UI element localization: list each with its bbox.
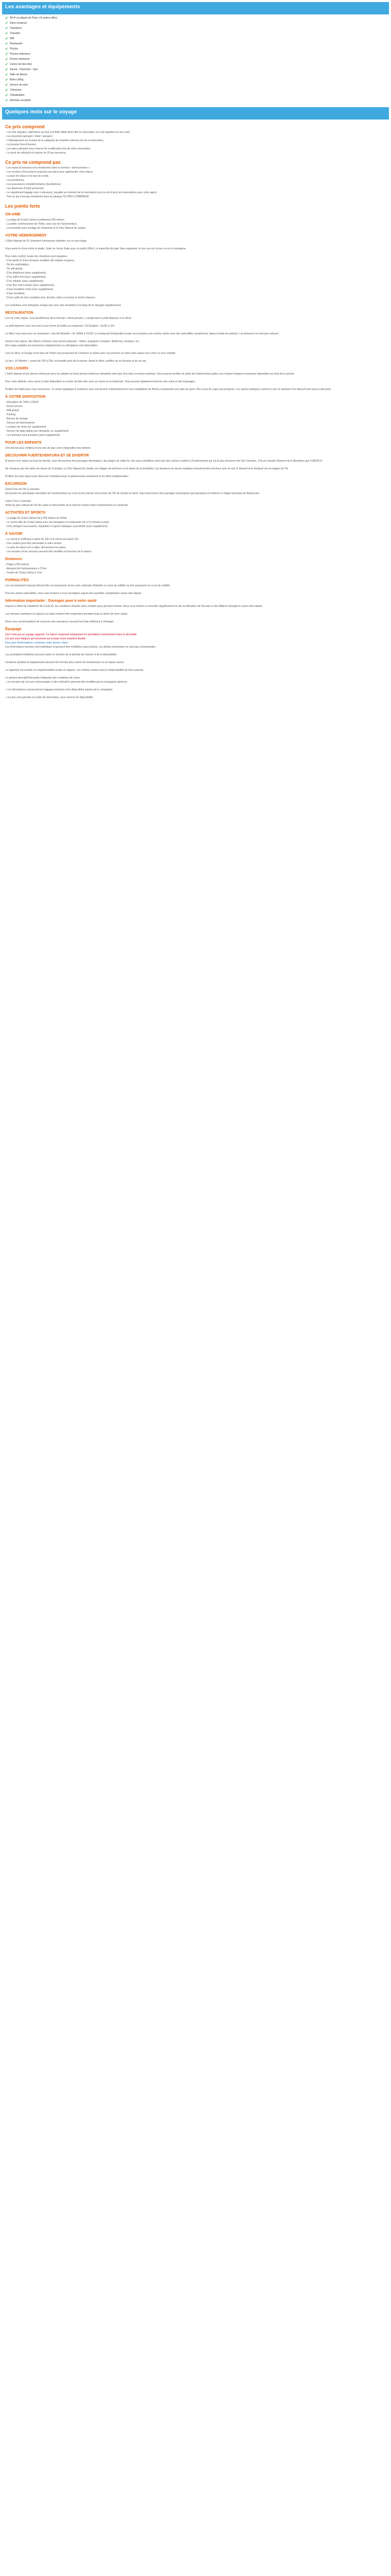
paragraph: - Les assurances complémentaires (facultatives), [5, 183, 61, 186]
activites-title: ACTIVITÉS ET SPORTS [5, 511, 46, 515]
paragraph: - D'un téléphone (avec supplément), [5, 272, 47, 275]
decouvrir-text [2, 460, 389, 479]
advantages-header: Les avantages et équipements [2, 2, 389, 14]
paragraph: Des repas adaptés aux personnes végétariennes ou allergiques sont disponibles. [5, 344, 99, 347]
advantage-item [5, 21, 386, 26]
spacer [2, 321, 389, 324]
paragraph: À travers d'un séjour au bout du monde, vous découvrirez des paysages désertiques, des plages de sable fin, des eaux cristallines ainsi que des cultures variées à Fuerteventura qui est la plus ancienne des îles Canaries. L'île est classée Réserve de la Biosphère par l'UNESCO. [5, 460, 323, 463]
final-text [2, 681, 389, 700]
paragraph: - Service de baby-sitting (sur demande, en supplément) [5, 430, 69, 433]
paragraph: - Les prix sont garantis à la date de réservation, sous réserve de disponibilité. [5, 696, 94, 699]
check-icon: ✔ [5, 78, 8, 82]
advantage-label: Transfert [10, 31, 20, 35]
paragraph: Pour votre confort, toutes les chambres sont équipées : [5, 255, 69, 258]
paragraph: - De lits confortables, [5, 263, 29, 266]
spacer [2, 617, 389, 620]
check-icon: ✔ [5, 93, 8, 97]
paragraph: - Parking [5, 413, 16, 416]
check-icon: ✔ [5, 67, 8, 72]
paragraph: Les prix sont indiqués par personne sur la base d'une chambre double. [5, 637, 87, 640]
paragraph: - La plage de Costa Calma à seulement 200 mètres. [5, 218, 65, 222]
advantage-item [5, 72, 386, 77]
paragraph: Profitez de l'hôtel pour vous ressourcer : le centre aquatique à l'extérieur avec une piscine à débordement et ses installations de fitness comprenant une salle de sport. Des cours de yoga sont proposés. Les sports nautiques comme le surf, le windsurf et le kitesurf sont aussi à découvrir. [5, 388, 332, 391]
paragraph: - Les dépenses d'ordre personnel, [5, 187, 44, 190]
points-forts-title: Les points forts [5, 204, 40, 209]
equipage-blue-text [2, 641, 389, 645]
advantage-label: Salle de fitness [10, 73, 27, 76]
check-icon: ✔ [5, 37, 8, 41]
paragraph: Le dîner vous sera servi au restaurant « Isla del Mastruk » de 18h45 à 21h30. Le restaurant d'inspiration locale vous propose une cuisine variée avec des spécialités canariennes, tapas et plats de poisson. Les boissons ne sont pas incluses. [5, 332, 280, 335]
advantage-item [5, 46, 386, 52]
advantage-label: Piscine [10, 47, 19, 50]
paragraph: Le bar « El Mirador » ouvert de 10h à 23h, est installé près de la piscine. Avant le dîner, profitez de sa terrasse et de sa vue. [5, 360, 147, 363]
restauration-title: RESTAURATION [5, 311, 34, 315]
check-icon: ✔ [5, 42, 8, 46]
equipage-title: Équipage [5, 628, 22, 631]
paragraph: - La plage de Costa Calma est à 200 mètres de l'hôtel. [5, 517, 68, 520]
paragraph: Les informations fournies sont indicatives et peuvent être modifiées sans préavis. Les photos présentées ne sont pas contractuelles. [5, 646, 156, 649]
paragraph: Le petit-déjeuner vous sera servi sous forme de buffet au restaurant « El Despelo » de 8h à 11h. [5, 325, 116, 328]
check-icon: ✔ [5, 26, 8, 30]
paragraph: - Bureau de change [5, 417, 28, 420]
info-text [2, 605, 389, 624]
paragraph: Lors du dîner, le lounge et les bars de l'hôtel vous proposent de continuer la soirée avec vos proches ou entre amis autour d'un verre ou d'un cocktail. [5, 352, 176, 355]
on-aime-title: ON AIME [5, 213, 21, 216]
paragraph: Profitez de votre séjour pour découvrir l'artisanat local, la gastronomie canarienne et les fêtes traditionnelles. [5, 475, 129, 478]
paragraph: - Les taxes aéroport sous réserve de modification lors de votre réservation, [5, 147, 91, 150]
check-icon: ✔ [5, 57, 8, 61]
check-icon: ✔ [5, 52, 8, 56]
loisirs-text [2, 372, 389, 392]
advantage-item [5, 88, 386, 93]
paragraph: - Aéroport de Fuerteventura à 70 km [5, 567, 47, 570]
paragraph: - La petite carte/souvenir de l'hôtel, sans vue de Fuerteventura. [5, 223, 77, 226]
paragraph: Certaines activités et équipements peuvent être fermés pour raison de maintenance ou en basse saison. [5, 661, 125, 664]
paragraph: Le logement est soumis à la réglementation locale en vigueur. Les enfants restent sous la responsabilité de leurs parents. [5, 669, 144, 672]
disposition-list [2, 401, 389, 437]
paragraph: Lobos Tour (1 journée) [5, 500, 31, 503]
on-aime-list [2, 218, 389, 230]
paragraph: - Les vols réguliers, aller/retour au tour (vol A/R) faible direct dès le réservation sur vols réguliers ou low-cost), [5, 131, 131, 134]
advantage-item [5, 31, 386, 36]
advantage-item [5, 82, 386, 88]
conditions-text [2, 646, 389, 680]
paragraph: - Les transferts aéroport / hôtel / aéroport, [5, 135, 53, 138]
paragraph: - Service de blanchisserie [5, 421, 35, 425]
paragraph: - De wifi gratuit, [5, 267, 23, 270]
paragraph: - Réception de 7h00 à 23h00 [5, 401, 39, 404]
paragraph: Nous vous recommandons de souscrire une assurance couvrant les frais médicaux à l'étranger. [5, 620, 115, 623]
advantage-item [5, 36, 386, 41]
prix-comprend-title: Ce prix comprend [5, 124, 45, 129]
paragraph: - Les pourboires, [5, 179, 25, 182]
paragraph: - Les animaux sont acceptés (avec supplément) [5, 434, 60, 437]
paragraph: Lors de votre séjour, vous bénéficierez de la formule « demi-pension » comprenant le petit-déjeuner et le dîner. [5, 317, 132, 320]
paragraph: - D'une salle de bain complète avec douche, bains à remous et sèche-cheveux. [5, 296, 96, 299]
advantage-item [5, 57, 386, 62]
spacer [2, 657, 389, 660]
formalites-text [2, 584, 389, 596]
paragraph: - Plage à 200 mètres [5, 563, 29, 566]
paragraph: - Les horaires et les services peuvent être modifiés en fonction de la saison. [5, 550, 92, 553]
spacer [2, 673, 389, 676]
advantage-item [5, 93, 386, 98]
paragraph: - Room service [5, 405, 23, 408]
formalites-title: FORMALITÉS [5, 579, 29, 582]
paragraph: - Les horaires de vol sont communiqués à titre indicatif et peuvent être modifiés par la compagnie aérienne. [5, 681, 128, 684]
paragraph: - D'un four micro-ondes (avec supplément), [5, 284, 55, 287]
activites-text [2, 517, 389, 529]
paragraph: L'hôtel dispose d'une piscine extérieure pour les adultes et d'une piscine intérieure climatisée ainsi que d'un bain à remous extérieur. Vous pourrez profiter du soleil de Fuerteventura grâce aux chaises longues et parasols disponibles au bord de la piscine. [5, 372, 295, 376]
spacer [2, 348, 389, 351]
spacer [2, 692, 389, 696]
check-icon: ✔ [5, 73, 8, 77]
prix-ne-comprend-title: Ce prix ne comprend pas [5, 160, 61, 165]
advantage-label: Télévision [10, 88, 22, 92]
loisirs-title: VOS LOISIRS [5, 367, 28, 370]
advantage-label: Service de pare [10, 83, 28, 87]
check-icon: ✔ [5, 21, 8, 25]
advantages-list [2, 14, 389, 105]
advantage-item [5, 52, 386, 57]
paragraph: - Le centre-ville de Costa Calma avec ses boutiques et restaurants est à 10 minutes à pied. [5, 521, 110, 524]
paragraph: - D'un jardin et d'une terrasse meublée (de chaises longues), [5, 259, 75, 262]
paragraph: - Le check-in s'effectue à partir de 14h et le check-out avant 11h. [5, 538, 79, 541]
paragraph: - La taxe de séjour et la taxe de sortie, [5, 175, 50, 178]
advantage-label: Wi-Fi au départ de Paris (+5 autres villes) [10, 16, 58, 20]
paragraph: - Golf, plongée sous-marine, équitation et sports nautiques à proximité (avec supplément). [5, 525, 108, 528]
paragraph: Durant votre séjour, des dîners à thèmes vous seront proposés : Italien, Espagnol, Canarien, Barbecue, mexique, etc... [5, 340, 141, 343]
spacer [2, 588, 389, 591]
paragraph: Visite du parc naturel de l'île de Lobos et découverte de la réserve marine entre Fuerteventura et Lanzarote. [5, 504, 129, 507]
spacer [2, 356, 389, 359]
spacer [2, 329, 389, 332]
paragraph: - Les informations concernant les bagages autorisés sont disponibles auprès de la compagnie. [5, 688, 113, 691]
spacer [2, 244, 389, 247]
paragraph: - L'hébergement sur la base de la catégorie de chambre retenue lors de la réservation, [5, 139, 104, 142]
paragraph: - Les services d'excursions proposés sur place pour agrémenter votre séjour, [5, 171, 93, 174]
spacer [2, 300, 389, 303]
paragraph: L'hôtel dispose de 51 chambres lumineuses réparties sur un seul étage. [5, 240, 88, 243]
paragraph: Les prestations hôtelières peuvent varier en fonction de la période de l'année et de la disponibilité. [5, 653, 118, 656]
advantage-label: Wifi [10, 37, 14, 40]
paragraph: Pour les autres nationalités, nous vous invitons à vous renseigner auprès des autorités compétentes avant votre départ. [5, 592, 142, 595]
check-icon: ✔ [5, 16, 8, 20]
paragraph: Les mesures sanitaires en vigueur sur place doivent être respectées pendant toute la durée de votre séjour. [5, 613, 128, 616]
advantage-item [5, 98, 386, 103]
paragraph: Vous aurez le choix entre le studio, Suite ou Junior Suite avec un jardin (45m²), la superficie de type 'bien organisée' et une vue sur la mer ou sur la montagne. [5, 247, 186, 250]
spacer [2, 377, 389, 380]
advantage-label: Animaux acceptés [10, 98, 31, 102]
bon-savoir-text [2, 538, 389, 554]
advantage-item [5, 26, 386, 31]
paragraph: - Centre de Costa Calma à 1 km [5, 571, 42, 574]
spacer [2, 496, 389, 499]
distances-text [2, 563, 389, 575]
check-icon: ✔ [5, 83, 8, 87]
check-icon: ✔ [5, 62, 8, 66]
hebergement-title: VOTRE HÉBERGEMENT [5, 234, 47, 238]
prix-ne-comprend-list [2, 166, 389, 199]
bon-savoir-title: À SAVOIR [5, 532, 23, 536]
advantage-item [5, 15, 386, 21]
advantage-item [5, 41, 386, 46]
advantage-item [5, 62, 386, 67]
check-icon: ✔ [5, 31, 8, 36]
spacer [2, 336, 389, 340]
equipage-red-text [2, 633, 389, 641]
advantage-label: Dans certaines [10, 21, 27, 25]
advantage-label: Climatisation [10, 93, 25, 97]
decouvrir-title: DÉCOUVRIR FUERTEVENTURA ET SE DIVERTIR [5, 454, 89, 457]
paragraph: Ne manquez pas de visiter les dunes de Corralejo, Le Parc Naturel de Jandía, les villages de pêcheurs et le phare de la Entallada. Les amateurs de sports nautiques trouveront leur bonheur avec le surf, le kitesurf et le windsurf sur les plages de l'île. [5, 467, 289, 470]
paragraph: - Le stock de rafraîchit et cartons de 20 par personne. [5, 151, 67, 155]
paragraph: - D'une bouilloire, [5, 292, 25, 295]
distances-title: Distances [5, 557, 23, 561]
page [0, 0, 391, 702]
spacer [2, 665, 389, 668]
hebergement-text [2, 240, 389, 308]
paragraph: - Wifi gratuit [5, 409, 19, 412]
paragraph: Les ressortissants français doivent être en possession d'une carte nationale d'identité en cours de validité ou d'un passeport en cours de validité. [5, 584, 171, 587]
paragraph: Découvrez les principales merveilles de Fuerteventura au cours d'une journée d'excursion de l'île de Jandía au Nord. Vous traverserez des paysages volcaniques spectaculaires et visiterez le village historique de Betancuria. [5, 492, 260, 495]
advantage-item [5, 77, 386, 82]
paragraph: - La taxe de séjour est à régler directement sur place. [5, 546, 67, 549]
restauration-text [2, 317, 389, 363]
paragraph: Ceci n'est pas un voyage organisé. Ce séjour comprend uniquement les prestations mentionnées dans le descriptif. [5, 633, 137, 636]
travel-header: Quelques mots sur le voyage [2, 107, 389, 120]
spacer [2, 471, 389, 474]
paragraph: Grand Tour de l'île (1 journée) [5, 488, 40, 491]
paragraph: - Les repas et boissons non mentionnés dans la formule « demi-pension », [5, 166, 91, 170]
paragraph: - Le supplément bagage (voir ci-dessous), payable au moment de la réservation pour le vol et pour les réservations avec votre agent, [5, 191, 157, 194]
paragraph: - Tout ce qui n'est pas mentionné dans la rubrique CE PRIX COMPREND. [5, 195, 90, 198]
advantage-label: Sauna - Hammam - Spa [10, 67, 38, 71]
paragraph: - La proximité avec la plage de Sotavento et le Parc Natural de Jandía. [5, 227, 86, 230]
check-icon: ✔ [5, 98, 8, 103]
paragraph: - D'une bouilloire à thé (avec supplément), [5, 288, 54, 291]
paragraph: - Une caution peut être demandée à votre arrivée. [5, 542, 62, 545]
excursion-title: EXCURSION [5, 482, 27, 486]
paragraph: Une piscine pour enfants et une aire de jeux sont à disposition des enfants. [5, 447, 91, 450]
paragraph: Les chambres sont nettoyées chaque jour avec des serviettes et le linge de lit changés régulièrement. [5, 304, 122, 307]
paragraph: Le présent descriptif fait partie intégrante des conditions de vente. [5, 676, 80, 680]
advantage-label: Piscine extérieure [10, 52, 30, 56]
advantage-label: Piscine intérieure [10, 57, 30, 61]
enfants-text [2, 447, 389, 450]
paragraph: Pour plus d'informations, contactez notre service client. [5, 641, 69, 645]
paragraph: - D'un coffre-fort (avec supplément), [5, 276, 46, 279]
enfants-title: POUR LES ENFANTS [5, 441, 42, 445]
spacer [2, 685, 389, 688]
spacer [2, 464, 389, 467]
spacer [2, 609, 389, 612]
paragraph: Depuis le début de l'épidémie de Covid-19, les conditions d'entrée dans certains pays peuvent évoluer. Nous vous invitons à consulter régulièrement le site du Ministère de l'Europe et des Affaires étrangères avant votre départ. [5, 605, 263, 608]
paragraph: - D'un minibar (avec supplément), [5, 280, 44, 283]
spacer [2, 650, 389, 653]
advantage-label: Centre de bien-être [10, 62, 32, 66]
advantage-label: Restaurant [10, 42, 23, 45]
paragraph: - Location de vélos (en supplément) [5, 426, 46, 429]
spacer [2, 251, 389, 255]
paragraph: Pour votre détente, vous aurez à votre disposition un centre de bien-être avec un sauna et un hammam. Vous pourrez également réserver des soins et des massages. [5, 380, 196, 383]
excursion-text [2, 488, 389, 507]
disposition-title: À VOTRE DISPOSITION [5, 395, 46, 399]
advantage-label: Boîte Lifting [10, 78, 24, 81]
check-icon: ✔ [5, 47, 8, 51]
advantage-label: Chambres [10, 26, 22, 30]
info-title: Information importante : Ouvragez pour à votre santé [5, 599, 97, 603]
prix-comprend-list [2, 131, 389, 155]
advantage-item [5, 67, 386, 72]
paragraph: - La formule Demi-Pension, [5, 143, 37, 146]
check-icon: ✔ [5, 88, 8, 92]
spacer [2, 384, 389, 387]
